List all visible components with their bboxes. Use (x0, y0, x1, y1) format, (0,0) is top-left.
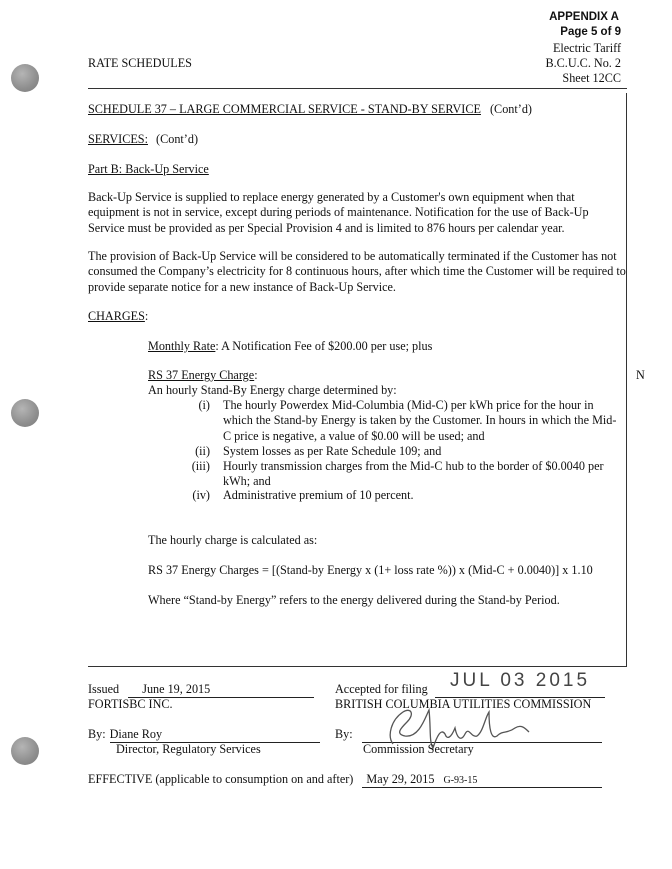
effective-date: May 29, 2015 (366, 772, 435, 786)
sheet-label: Sheet 12CC (562, 71, 621, 85)
by2-label: By: (335, 727, 353, 741)
item-number: (iii) (191, 459, 210, 473)
energy-charge-heading (148, 368, 258, 383)
services-heading (88, 132, 628, 147)
schedule-heading (88, 102, 628, 117)
item-text: Hourly transmission charges from the Mid-C hub to the border of $0.0040 per kWh; and (223, 459, 604, 489)
issued-label: Issued (88, 682, 120, 696)
effective-date-field (362, 772, 602, 788)
binder-hole-bottom (11, 737, 39, 765)
item-number: (i) (198, 398, 210, 412)
part-b-heading: Part B: Back-Up Service (88, 162, 209, 176)
charges-colon: : (144, 309, 149, 323)
footer-rule (88, 666, 627, 667)
monthly-rate-label: Monthly Rate (148, 339, 216, 353)
energy-charge-label: RS 37 Energy Charge (148, 368, 255, 382)
by-label: By: (88, 727, 106, 741)
schedule-title: SCHEDULE 37 – LARGE COMMERCIAL SERVICE - STAND-BY SERVICE (88, 102, 481, 116)
tariff-label: Electric Tariff (552, 41, 621, 55)
rate-schedules-title: RATE SCHEDULES (88, 56, 192, 70)
energy-charge-intro: An hourly Stand-By Energy charge determined by: (148, 383, 397, 397)
item-number: (ii) (195, 444, 210, 458)
issued-date-field (128, 682, 314, 698)
company-name: FORTISBC INC. (88, 697, 173, 711)
binder-hole-middle (11, 399, 39, 427)
secretary-title: Commission Secretary (363, 742, 474, 756)
paragraph-termination: The provision of Back-Up Service will be considered to be automatically terminated if the Customer has not consumed the Company’s electricity for 8 continuous hours, after which time the Customer will be required to provide separate notice for a new instance of Back-Up Service. (88, 249, 626, 294)
issued-date: June 19, 2015 (142, 682, 211, 696)
calc-intro: The hourly charge is calculated as: (148, 533, 318, 547)
schedule-contd: (Cont’d) (490, 102, 532, 116)
item-text: Administrative premium of 10 percent. (223, 488, 414, 502)
by-title: Director, Regulatory Services (116, 742, 261, 756)
margin-rule (626, 93, 627, 666)
effective-label: EFFECTIVE (applicable to consumption on and after) (88, 772, 354, 786)
item-text: The hourly Powerdex Mid-Columbia (Mid-C) per kWh price for the hour in which the Stand-by Energy is taken by the Customer. In hours in which the Mid-C price is negative, a value of $0.00 will be used; and (223, 398, 617, 443)
energy-charge-colon: : (254, 368, 258, 382)
item-iv (180, 488, 620, 503)
order-number: G-93-15 (443, 775, 478, 786)
item-i (180, 398, 620, 444)
accepted-label: Accepted for filing (335, 682, 428, 696)
monthly-rate-line (148, 339, 432, 354)
by-signature-field (110, 727, 320, 743)
stand-by-definition: Where “Stand-by Energy” refers to the energy delivered during the Stand-by Period. (148, 593, 560, 607)
item-ii (180, 444, 620, 459)
item-number: (iv) (192, 488, 210, 502)
margin-mark-n: N (636, 368, 645, 382)
services-contd: (Cont’d) (156, 132, 199, 146)
charges-heading (88, 309, 628, 324)
monthly-rate-text: : A Notification Fee of $200.00 per use; plus (215, 339, 433, 353)
by-line (88, 727, 320, 743)
commission-name: BRITISH COLUMBIA UTILITIES COMMISSION (335, 697, 592, 711)
by-name: Diane Roy (109, 727, 163, 741)
item-text: System losses as per Rate Schedule 109; and (223, 444, 442, 458)
header-rule (88, 88, 627, 89)
bcuc-label: B.C.U.C. No. 2 (545, 56, 621, 70)
effective-line (88, 772, 602, 788)
paragraph-backup-service: Back-Up Service is supplied to replace energy generated by a Customer's own equipment when that equipment is not in service, except during periods of maintenance. Notification for the use of Back-Up Service must be provided as per Special Provision 4 and is limited to 876 hours per calendar year. (88, 190, 589, 235)
item-iii (180, 459, 620, 490)
binder-hole-top (11, 64, 39, 92)
energy-formula: RS 37 Energy Charges = [(Stand-by Energy x (1+ loss rate %)) x (Mid-C + 0.0040)] x 1.10 (148, 563, 593, 577)
page-number: Page 5 of 9 (560, 26, 621, 38)
appendix-label: APPENDIX A (549, 11, 619, 23)
issued-line (88, 682, 314, 698)
charges-label: CHARGES (88, 309, 145, 323)
accepted-date-stamp: JUL 03 2015 (450, 670, 591, 691)
services-label: SERVICES: (88, 132, 148, 146)
